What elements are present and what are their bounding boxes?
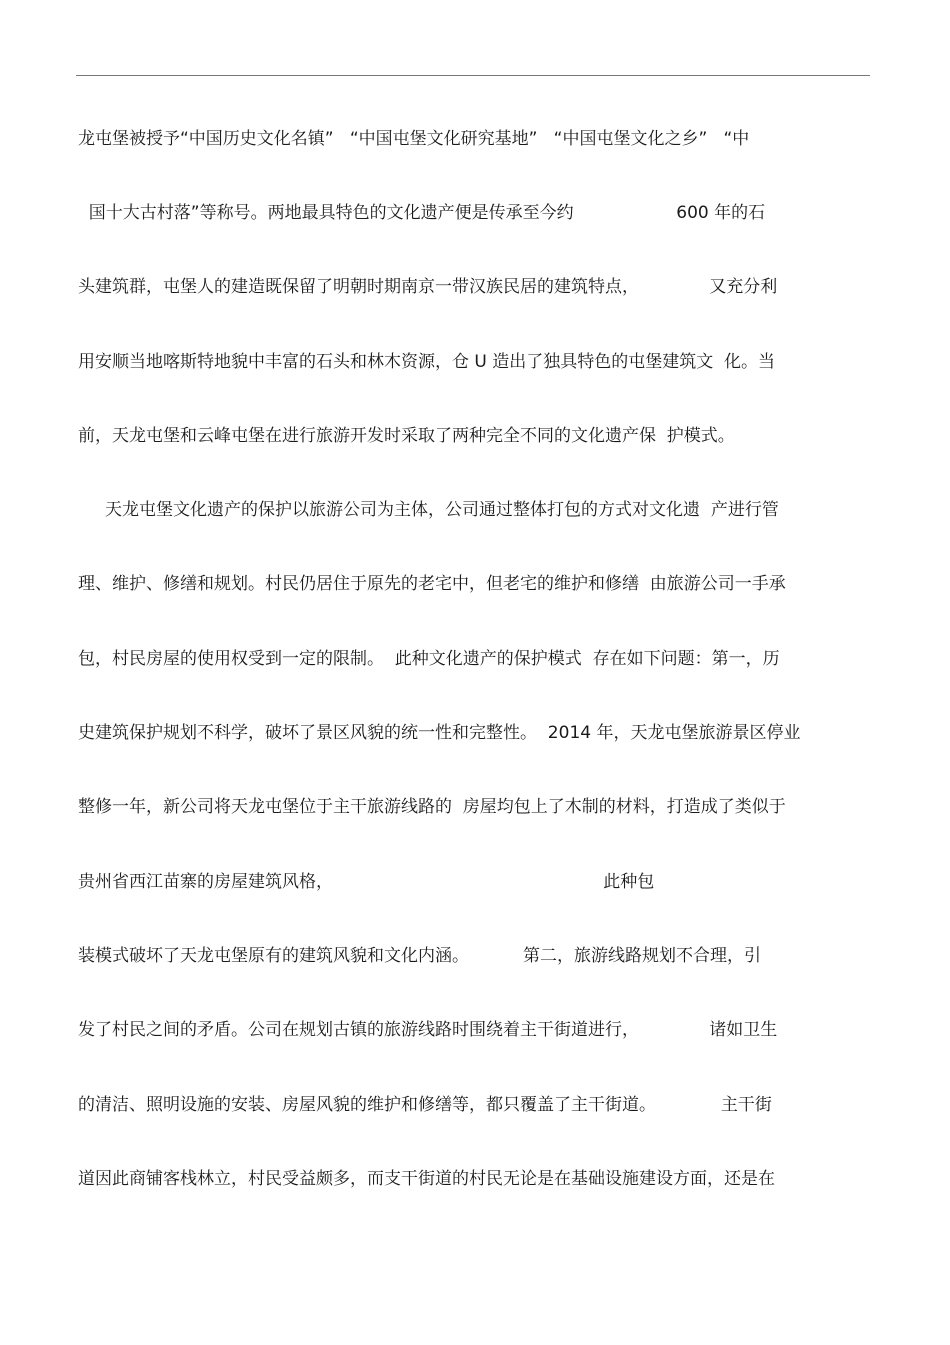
header-rule <box>76 75 870 76</box>
text-line-8: 包，村民房屋的使用权受到一定的限制。 此种文化遗产的保护模式 存在如下问题：第一，历 <box>78 649 780 669</box>
text-line-14: 的清洁、照明设施的安装、房屋风貌的维护和修缮等，都只覆盖了主干街道。 主干街 <box>78 1095 772 1115</box>
text-line-7: 理、维护、修缮和规划。村民仍居住于原先的老宅中，但老宅的维护和修缮 由旅游公司一手承 <box>78 574 786 594</box>
text-line-10: 整修一年，新公司将天龙屯堡位于主干旅游线路的 房屋均包上了木制的材料，打造成了类似于 <box>78 797 786 817</box>
text-line-5: 前，天龙屯堡和云峰屯堡在进行旅游开发时采取了两种完全不同的文化遗产保 护模式。 <box>78 426 735 446</box>
text-line-15: 道因此商铺客栈林立，村民受益颇多，而支干街道的村民无论是在基础设施建设方面，还是在 <box>78 1169 775 1189</box>
text-line-12: 装模式破坏了天龙屯堡原有的建筑风貌和文化内涵。 第二，旅游线路规划不合理，引 <box>78 946 762 966</box>
text-line-2: 国十大古村落”等称号。两地最具特色的文化遗产便是传承至今约 600 年的石 <box>78 203 766 223</box>
text-line-13: 发了村民之间的矛盾。公司在规划古镇的旅游线路时围绕着主干街道进行， 诸如卫生 <box>78 1020 778 1040</box>
text-line-9: 史建筑保护规划不科学，破坏了景区风貌的统一性和完整性。 2014 年，天龙屯堡旅游景区停业 <box>78 723 801 743</box>
text-line-4: 用安顺当地喀斯特地貌中丰富的石头和林木资源，仓 U 造出了独具特色的屯堡建筑文 化。当 <box>78 352 776 372</box>
text-line-6: 天龙屯堡文化遗产的保护以旅游公司为主体，公司通过整体打包的方式对文化遗 产进行管 <box>78 500 779 520</box>
text-line-3: 头建筑群，屯堡人的建造既保留了明朝时期南京一带汉族民居的建筑特点， 又充分利 <box>78 277 778 297</box>
text-line-11: 贵州省西江苗寨的房屋建筑风格， 此种包 <box>78 872 655 892</box>
text-line-1: 龙屯堡被授予“中国历史文化名镇” “中国屯堡文化研究基地” “中国屯堡文化之乡” “中 <box>78 129 750 149</box>
